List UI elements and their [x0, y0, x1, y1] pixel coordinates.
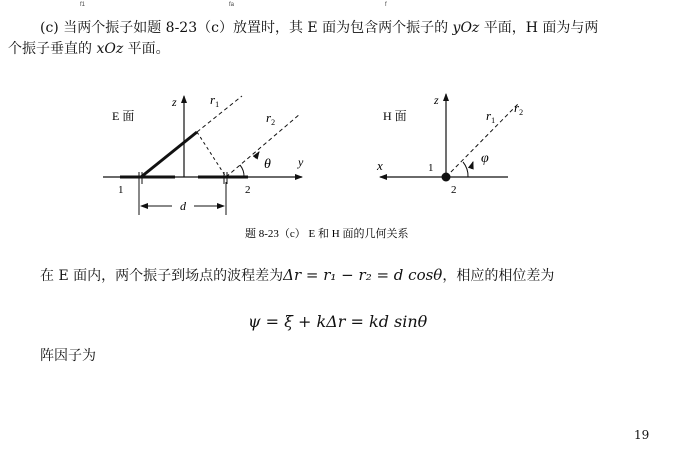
e-plane-r2-label: $r_2$ — [266, 110, 276, 127]
h-plane-label-1: 1 — [428, 162, 434, 174]
paragraph-2-prefix: 在 E 面内，两个振子到场点的波程差为 — [40, 268, 284, 284]
paragraph-1-line-1-prefix: (c) 当两个振子如题 8-23（c）放置时，其 E 面为包含两个振子的 — [40, 20, 453, 36]
phase-difference-equation: ψ = ξ + kΔr = kd sinθ — [248, 312, 428, 331]
e-plane-theta-label: θ — [264, 157, 271, 172]
paragraph-1-line-1 — [40, 18, 598, 38]
paragraph-3: 阵因子为 — [40, 348, 96, 364]
h-plane-phi-arrow — [471, 162, 473, 168]
geometry-figure — [0, 80, 695, 250]
h-plane-z-label: z — [434, 93, 439, 107]
header-mark-2: fa — [229, 2, 235, 8]
page-number: 19 — [634, 428, 650, 442]
h-plane-title: H 面 — [383, 109, 407, 123]
h-plane-label-2: 2 — [451, 184, 457, 196]
e-plane-diagram — [103, 92, 304, 215]
h-plane-r2-label: $r_2$ — [514, 100, 524, 117]
e-plane-perpendicular — [197, 132, 226, 177]
e-plane-z-label: z — [172, 95, 177, 109]
plane-variable-yoz: yOz — [452, 20, 480, 36]
e-plane-r1-label: $r_1$ — [210, 92, 220, 109]
e-plane-title: E 面 — [112, 109, 135, 123]
e-plane-label-2: 2 — [245, 184, 251, 196]
e-plane-label-1: 1 — [118, 184, 124, 196]
paragraph-2-suffix: ，相应的相位差为 — [442, 268, 555, 284]
h-plane-r1-label: $r_1$ — [486, 108, 496, 125]
e-plane-y-label: y — [298, 155, 304, 169]
e-plane-theta-arrow — [255, 152, 259, 158]
paragraph-2 — [40, 265, 554, 286]
figure-caption: 题 8-23（c） E 和 H 面的几何关系 — [245, 228, 409, 240]
header-mark-1: f1 — [80, 2, 86, 8]
h-plane-phi-label: φ — [481, 151, 489, 166]
e-plane-r2-ray — [226, 114, 300, 177]
h-plane-diagram — [376, 93, 523, 196]
h-plane-x-label: x — [377, 158, 383, 173]
paragraph-1-line-2 — [8, 39, 170, 59]
e-plane-r1-ray-solid — [141, 132, 197, 177]
paragraph-1-line-2-suffix: 平面。 — [123, 41, 170, 57]
e-plane-theta-arc — [240, 165, 244, 177]
h-plane-phi-arc — [463, 162, 468, 177]
header-mark-3: f — [385, 2, 387, 8]
path-difference-equation: Δr = r₁ − r₂ = d cosθ — [283, 266, 443, 284]
paragraph-1-line-2-prefix: 个振子垂直的 — [8, 41, 97, 57]
e-plane-r1-ray-dashed — [197, 96, 242, 132]
h-plane-ray — [446, 104, 518, 177]
e-plane-d-label: d — [180, 199, 186, 213]
paragraph-1-line-1-suffix: 平面，H 面为与两 — [479, 20, 599, 36]
plane-variable-xoz: xOz — [96, 41, 124, 57]
